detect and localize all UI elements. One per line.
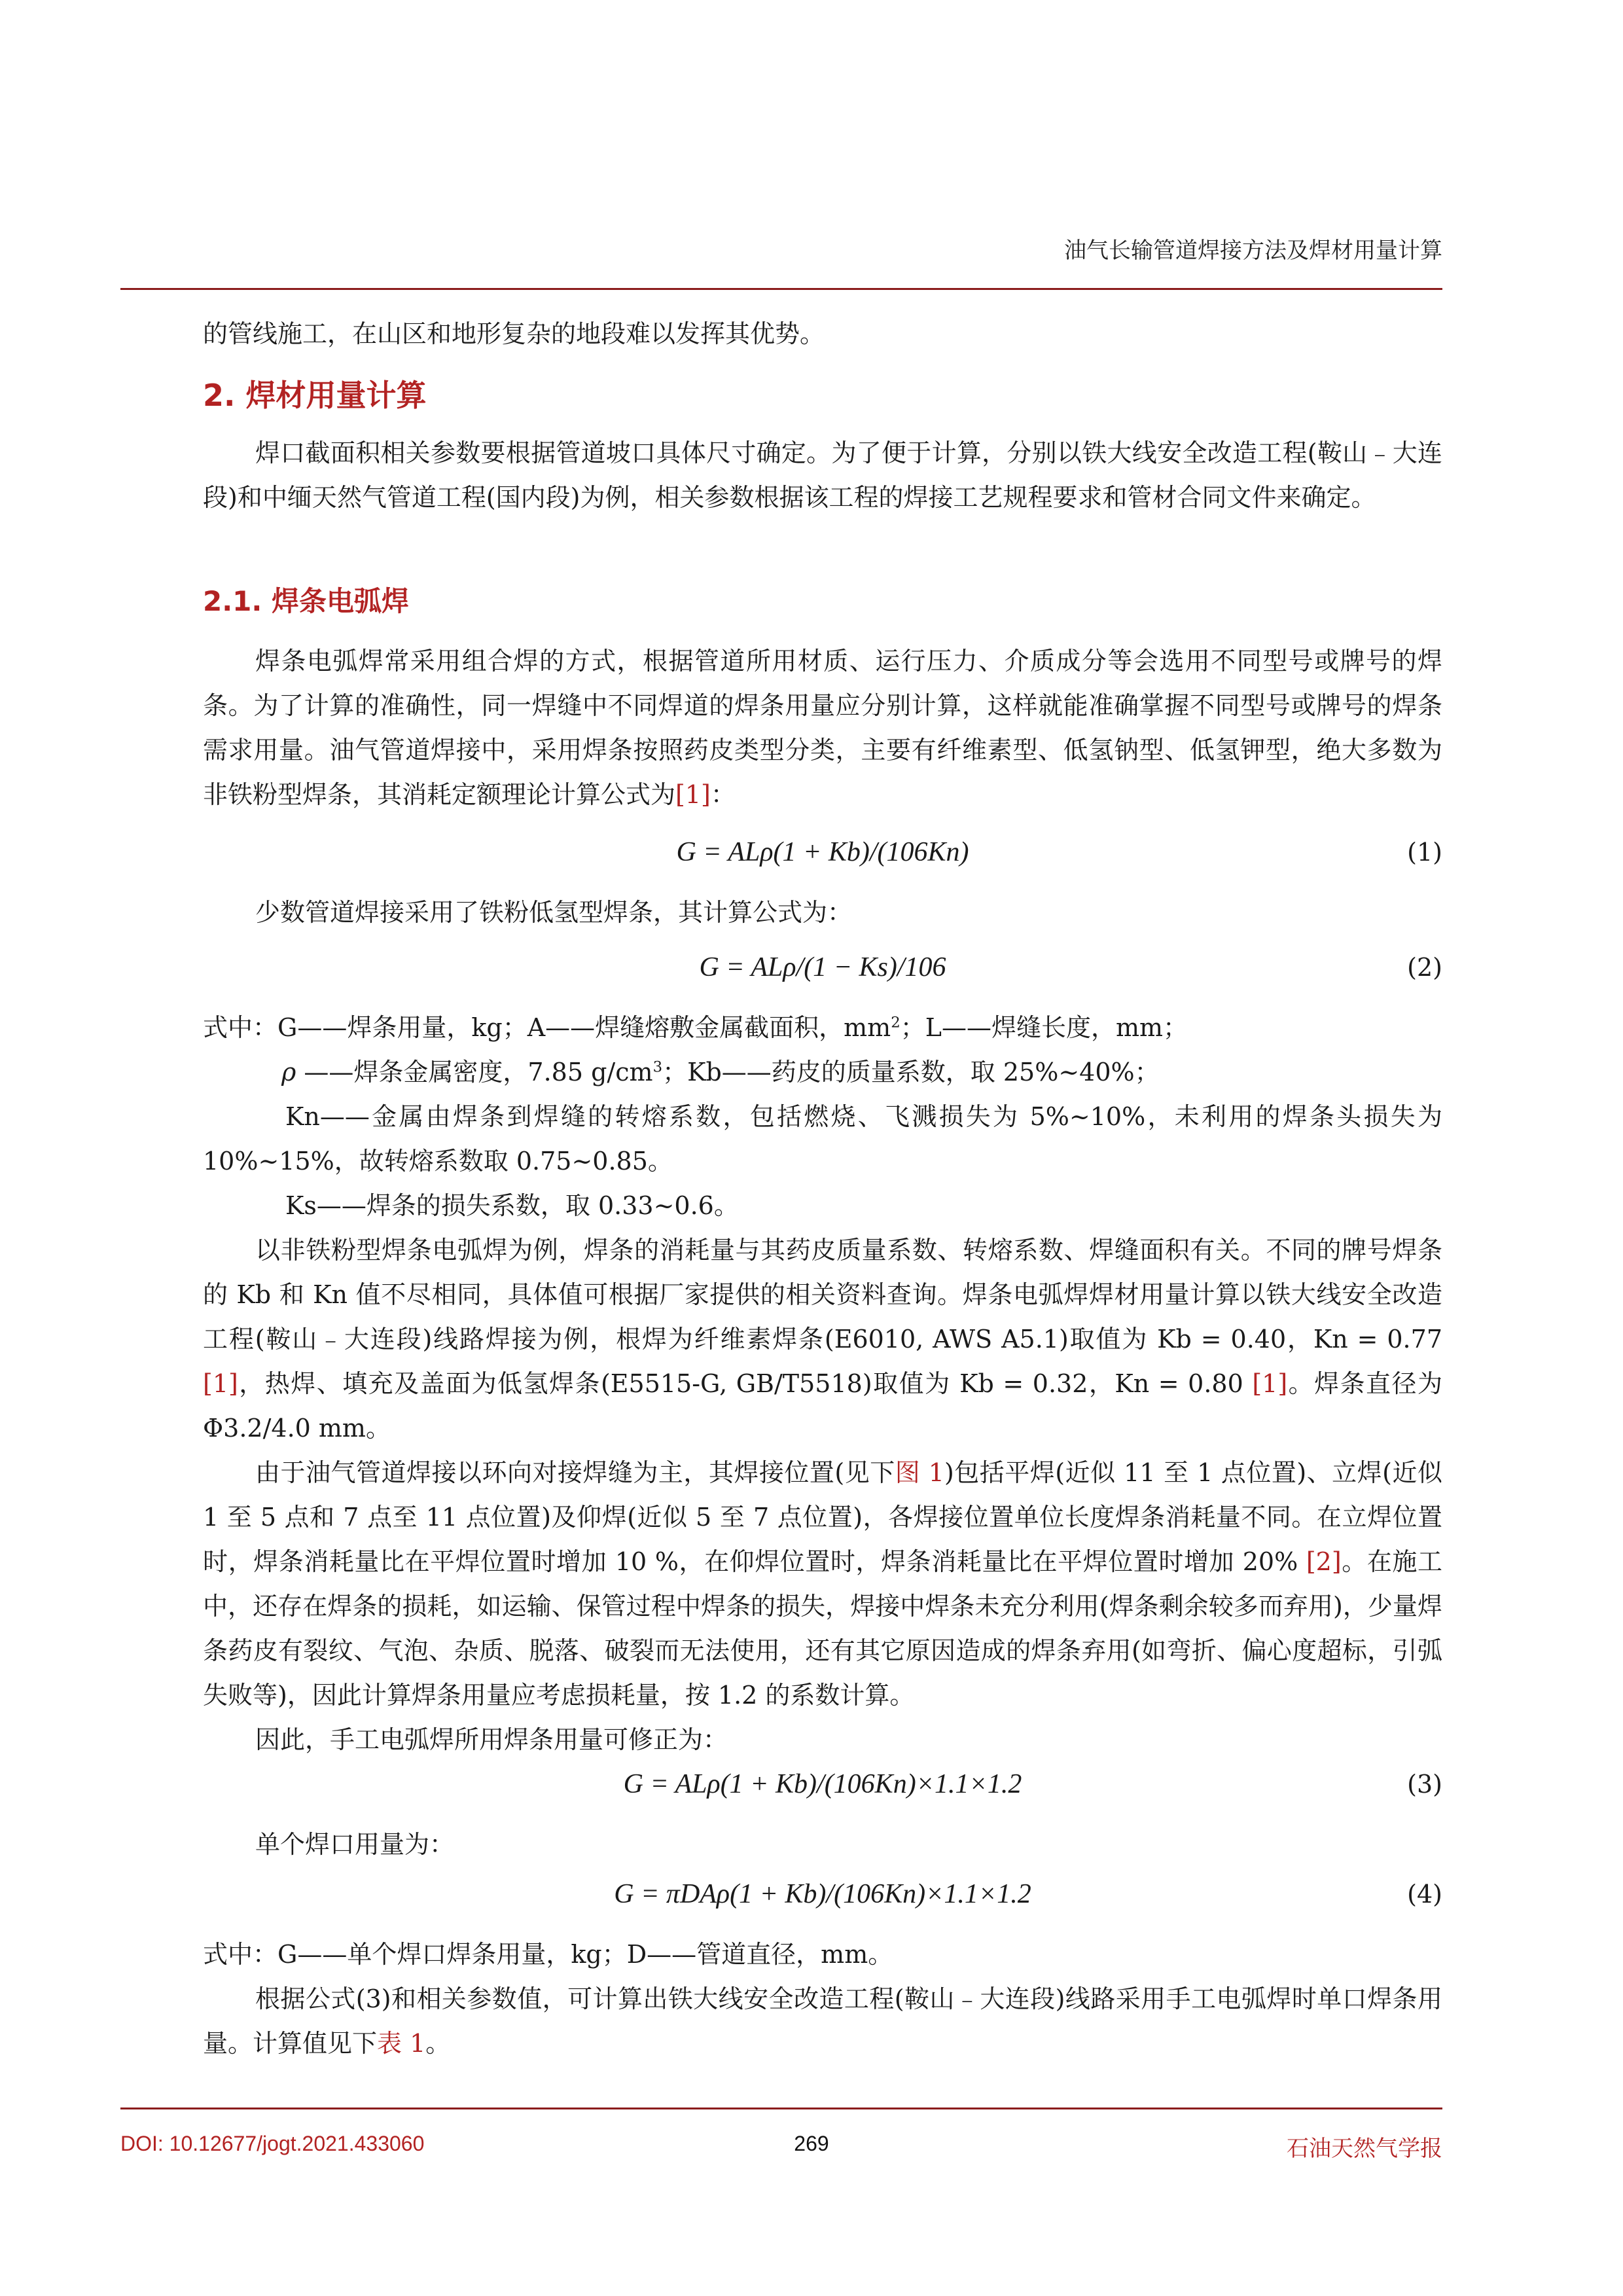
equation-number: (4) [1407, 1880, 1442, 1909]
superscript: 2 [891, 1014, 901, 1031]
running-title: 油气长输管道焊接方法及焊材用量计算 [1064, 238, 1442, 264]
paragraph: 因此，手工电弧焊所用焊条用量可修正为： [255, 1725, 728, 1754]
definition-text: ；Kb——药皮的质量系数，取 25%~40%； [662, 1058, 1160, 1086]
paragraph: 焊口截面积相关参数要根据管道坡口具体尺寸确定。为了便于计算，分别以铁大线安全改造工程(鞍山﹣大连段)和中缅天然气管道工程(国内段)为例，相关参数根据该工程的焊接工艺规程要求和管材合同文件来确定。 [203, 439, 1442, 512]
paragraph-text: )包括平焊(近似 11 至 1 点位置)、立焊(近似 1 至 5 点和 7 点至 11 点位置)及仰焊(近似 5 至 7 点位置)，各焊接位置单位长度焊条消耗量不同。在立焊位置时，焊条消耗量比在平焊位置时增加 10 %，在仰焊位置时，焊条消耗量比在平焊位置时增加 20% [203, 1458, 1442, 1576]
equation-expression: G = ALρ(1 + Kb)/(106Kn) [676, 837, 969, 867]
equation-number: (3) [1407, 1770, 1442, 1799]
definition-line: Ks——焊条的损失系数，取 0.33~0.6。 [285, 1191, 739, 1220]
paragraph-text: ，热焊、填充及盖面为低氢焊条(E5515-G, GB/T5518)取值为 Kb = 0.32，Kn = 0.80 [238, 1369, 1253, 1398]
paragraph-text: 。在施工中，还存在焊条的损耗，如运输、保管过程中焊条的损失，焊接中焊条未充分利用(焊条剩余较多而弃用)，少量焊条药皮有裂纹、气泡、杂质、脱落、破裂而无法使用，还有其它原因造成的焊条弃用(如弯折、偏心度超标，引弧失败等)，因此计算焊条用量应考虑损耗量，按 1.2 的系数计算。 [203, 1547, 1442, 1710]
equation-expression: G = ALρ(1 + Kb)/(106Kn)×1.1×1.2 [623, 1769, 1022, 1799]
equation-2 [203, 945, 1442, 990]
equation-1 [203, 830, 1442, 874]
equation-4 [203, 1872, 1442, 1916]
citation-link[interactable]: [1] [675, 780, 711, 809]
equation-expression: G = ALρ/(1 − Ks)/106 [699, 952, 946, 982]
journal-name: 石油天然气学报 [1287, 2136, 1442, 2162]
paragraph-text: 焊条电弧焊常采用组合焊的方式，根据管道所用材质、运行压力、介质成分等会选用不同型号或牌号的焊条。为了计算的准确性，同一焊缝中不同焊道的焊条用量应分别计算，这样就能准确掌握不同型号或牌号的焊条需求用量。油气管道焊接中，采用焊条按照药皮类型分类，主要有纤维素型、低氢钠型、低氢钾型，绝大多数为非铁粉型焊条，其消耗定额理论计算公式为 [203, 647, 1442, 809]
paragraph: 少数管道焊接采用了铁粉低氢型焊条，其计算公式为： [255, 898, 853, 927]
definition-text: 式中：G——焊条用量，kg；A——焊缝熔敷金属截面积，mm [203, 1013, 891, 1042]
citation-link[interactable]: [2] [1306, 1547, 1342, 1576]
subsection-heading: 2.1. 焊条电弧焊 [203, 585, 409, 617]
citation-link[interactable]: [1] [203, 1369, 238, 1398]
paragraph [203, 1450, 1442, 1717]
citation-link[interactable]: [1] [1252, 1369, 1288, 1398]
footer-rule [120, 2108, 1442, 2109]
paragraph [203, 1228, 1442, 1450]
equation-number: (1) [1407, 838, 1442, 867]
table-link[interactable]: 表 1 [377, 2029, 426, 2058]
paragraph-text: 。 [425, 2029, 451, 2058]
header-rule [120, 288, 1442, 290]
superscript: 3 [652, 1058, 663, 1076]
paragraph: 的管线施工，在山区和地形复杂的地段难以发挥其优势。 [203, 319, 825, 348]
equation-3 [203, 1762, 1442, 1806]
definition-text: ——焊条金属密度，7.85 g/cm [296, 1058, 653, 1086]
definition-line: Kn——金属由焊条到焊缝的转熔系数，包括燃烧、飞溅损失为 5%~10%，未利用的焊条头损失为 10%~15%，故转熔系数取 0.75~0.85。 [203, 1102, 1442, 1175]
section-heading: 2. 焊材用量计算 [203, 378, 427, 413]
paragraph [203, 1977, 1442, 2066]
paragraph-text: 由于油气管道焊接以环向对接焊缝为主，其焊接位置(见下 [255, 1458, 895, 1487]
paragraph-text: 。焊条直径为Φ3.2/4.0 mm。 [203, 1369, 1442, 1443]
definition-line: 式中：G——单个焊口焊条用量，kg；D——管道直径，mm。 [203, 1940, 893, 1969]
equation-expression: G = πDAρ(1 + Kb)/(106Kn)×1.1×1.2 [614, 1879, 1031, 1909]
equation-number: (2) [1407, 953, 1442, 982]
definition-text: ；L——焊缝长度，mm； [900, 1013, 1188, 1042]
definition-line [203, 1005, 1442, 1050]
doi-link[interactable]: DOI: 10.12677/jogt.2021.433060 [120, 2132, 425, 2155]
paragraph-text: 以非铁粉型焊条电弧焊为例，焊条的消耗量与其药皮质量系数、转熔系数、焊缝面积有关。不同的牌号焊条的 Kb 和 Kn 值不尽相同，具体值可根据厂家提供的相关资料查询。焊条电弧焊焊材用量计算以铁大线安全改造工程(鞍山﹣大连段)线路焊接为例，根焊为纤维素焊条(E6010, AWS A5.1)取值为 Kb = 0.40，Kn = 0.77 [203, 1236, 1442, 1354]
definition-line [203, 1050, 1442, 1094]
figure-link[interactable]: 图 1 [895, 1458, 944, 1487]
paragraph: 单个焊口用量为： [255, 1830, 455, 1859]
page-number: 269 [794, 2132, 829, 2155]
paragraph-text: ： [710, 780, 736, 809]
rho-symbol: ρ [281, 1058, 296, 1086]
paragraph [203, 639, 1442, 817]
paragraph-text: 根据公式(3)和相关参数值，可计算出铁大线安全改造工程(鞍山﹣大连段)线路采用手工电弧焊时单口焊条用量。计算值见下 [203, 1984, 1442, 2058]
